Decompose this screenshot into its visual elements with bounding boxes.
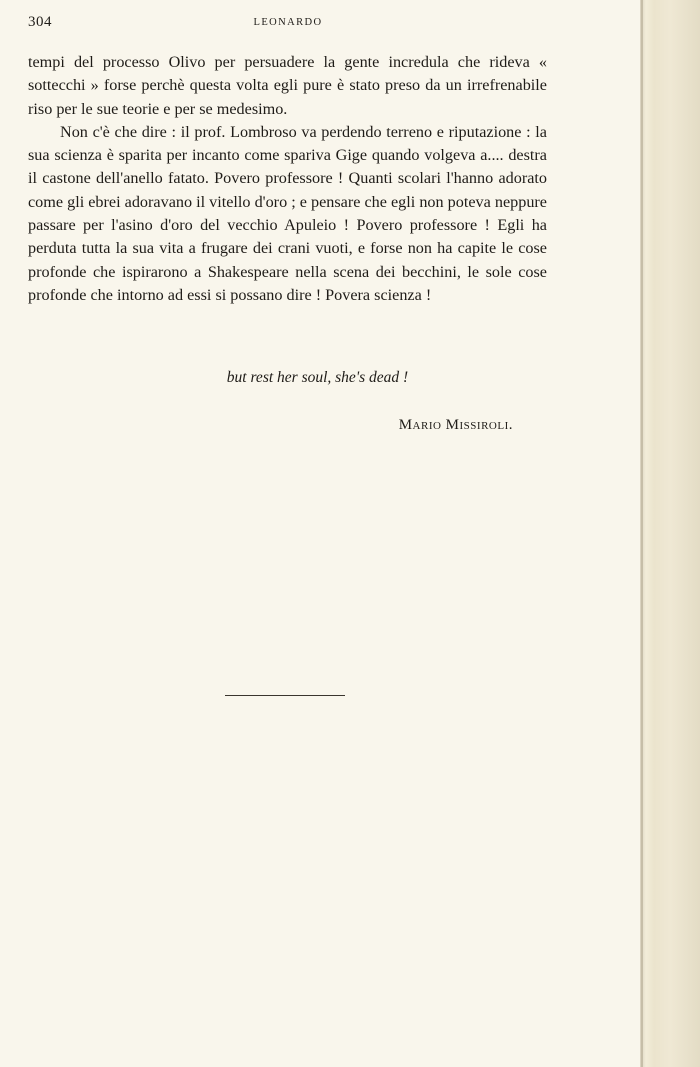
page-edge bbox=[640, 0, 700, 1067]
paragraph-lombroso: Non c'è che dire : il prof. Lombroso va perdendo terreno e riputazione : la sua scienza è sparita per incanto come spariva Gige quando volgeva a.... destra il castone dell'anello fatato. Povero professore ! Quanti scolari l'hanno adorato come gli ebrei adoravano il vitello d'oro ; e pensare che egli non poteva neppure passare per l'asino d'oro del vecchio Apuleio ! Povero professore ! Egli ha perduta tutta la sua vita a frugare dei crani vuoti, e forse non ha capite le cose profonde che ispirarono a Shakespeare nella scena dei becchini, le sole cose profonde che intorno ad essi si possano dire ! Povera scienza ! bbox=[28, 122, 547, 304]
running-head: LEONARDO bbox=[253, 17, 323, 28]
paragraph-continuation: tempi del processo Olivo per persuadere la gente incredula che rideva « sottecchi » forse perchè questa volta egli pure è stato preso da un irrefrenabile riso per le sue teorie e per se medesimo. bbox=[28, 53, 547, 118]
article-body bbox=[28, 51, 547, 307]
page-number: 304 bbox=[28, 14, 52, 30]
page-header bbox=[28, 14, 548, 34]
closing-quote: but rest her soul, she's dead ! bbox=[226, 369, 409, 386]
section-divider bbox=[225, 695, 345, 696]
author-signature: Mario Missiroli. bbox=[398, 417, 513, 433]
binding-line bbox=[641, 0, 643, 1067]
